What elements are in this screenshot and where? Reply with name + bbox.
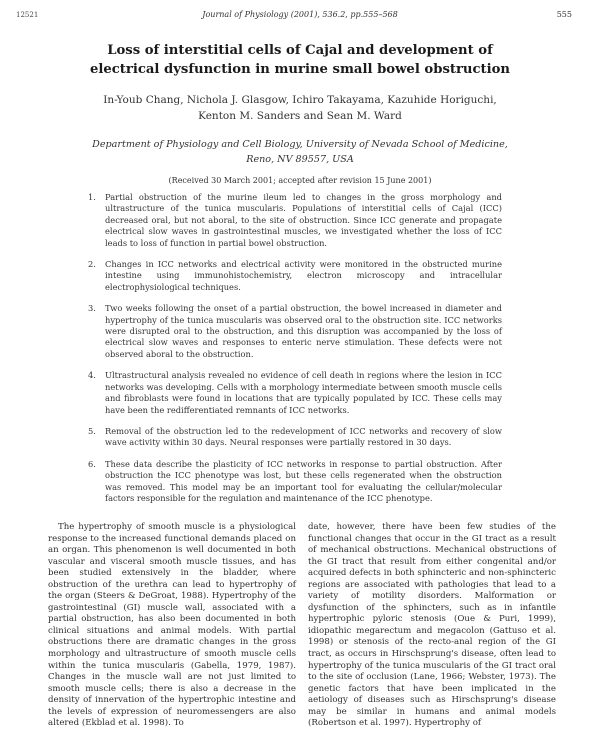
- abstract-item-text: Ultrastructural analysis revealed no evidence of cell death in regions where the lesion in ICC networks was developing. Cells with a morphology intermediate between smooth muscle cells and fibroblasts were found in locations that are typically populated by ICC. These cells may have been the redifferentiated remnants of ICC networks.: [105, 370, 502, 415]
- abstract-item-text: Partial obstruction of the murine ileum led to changes in the gross morphology and ultrastructure of the tunica muscularis. Populations of interstitial cells of Cajal (ICC) decreased oral, but not aboral, to the site of obstruction. Since ICC generate and propagate electrical slow waves in gastrointestinal muscles, we investigated whether the loss of ICC leads to loss of function in partial bowel obstruction.: [105, 192, 502, 248]
- affiliation: [60, 137, 540, 167]
- header-code: 12521: [16, 11, 39, 19]
- abstract-item-text: Removal of the obstruction led to the redevelopment of ICC networks and recovery of slow wave activity within 30 days. Neural responses were partially restored in 30 days.: [105, 425, 502, 448]
- abstract-item: [88, 459, 502, 505]
- abstract-item-number: 1.: [88, 192, 96, 202]
- body-left-column: The hypertrophy of smooth muscle is a physiological response to the increased functional demands placed on an organ. This phenomenon is well documented in both vascular and visceral smooth muscle tissues, and has been studied extensively in the bladder, where obstruction of the urethra can lead to hypertrophy of the organ (Steers & DeGroat, 1988). Hypertrophy of the gastrointestinal (GI) muscle wall, associated with a partial obstruction, has also been documented in both clinical situations and animal models. With partial obstructions there are dramatic changes in the gross morphology and ultrastructure of smooth muscle cells within the tunica muscularis (Gabella, 1979, 1987). Changes in the muscle wall are not just limited to smooth muscle cells; there is also a decrease in the density of innervation of the hypertrophic intestine and the levels of expression of neuromessengers are also altered (Ekblad et al. 1998). To: [48, 522, 296, 729]
- affiliation-line-2: Reno, NV 89557, USA: [246, 154, 354, 165]
- journal-citation: Journal of Physiology (2001), 536.2, pp.555–568: [202, 10, 398, 19]
- abstract-item: [88, 370, 502, 416]
- received-dates: (Received 30 March 2001; accepted after revision 15 June 2001): [168, 176, 432, 185]
- article-title: [40, 41, 560, 79]
- abstract-item-text: Two weeks following the onset of a partial obstruction, the bowel increased in diameter and hypertrophy of the tunica muscularis was observed oral to the obstruction site. ICC networks were disrupted oral to the obstruction, and this disruption was accompanied by the loss of electrical slow waves and responses to enteric nerve stimulation. These defects were not observed aboral to the obstruction.: [105, 303, 502, 359]
- page-number: 555: [556, 10, 572, 19]
- abstract-item: [88, 426, 502, 449]
- abstract-item-number: 4.: [88, 370, 96, 381]
- abstract-item-number: 5.: [88, 425, 96, 436]
- abstract-item: [88, 259, 502, 293]
- abstract-item: [88, 303, 502, 360]
- affiliation-line-1: Department of Physiology and Cell Biology, University of Nevada School of Medicine,: [92, 139, 508, 150]
- title-line-1: Loss of interstitial cells of Cajal and development of: [107, 43, 493, 58]
- abstract-item-text: Changes in ICC networks and electrical activity were monitored in the obstructed murine intestine using immunohistochemistry, electron microscopy and intracellular electrophysiological techniques.: [105, 259, 502, 292]
- abstract-item: [88, 192, 502, 249]
- abstract-list: [88, 192, 502, 514]
- author-list: [60, 92, 540, 124]
- abstract-item-number: 6.: [88, 458, 96, 469]
- abstract-item-number: 3.: [88, 303, 96, 314]
- authors-line-1: In-Youb Chang, Nichola J. Glasgow, Ichiro Takayama, Kazuhide Horiguchi,: [103, 94, 497, 106]
- body-right-column: date, however, there have been few studies of the functional changes that occur in the GI tract as a result of mechanical obstructions. Mechanical obstructions of the GI tract that result from either congenital and/or acquired defects in both sphincteric and non-sphincteric regions are associated with pathologies that lead to a variety of motility disorders. Malformation or dysfunction of the sphincters, such as in infantile hypertrophic pyloric stenosis (Oue & Puri, 1999), idiopathic megarectum and megacolon (Gattuso et al. 1998) or stenosis of the recto-anal region of the GI tract, as occurs in Hirschsprung's disease, often lead to hypertrophy of the tunica muscularis of the GI tract oral to the site of occlusion (Lane, 1966; Webster, 1973). The genetic factors that have been implicated in the aetiology of diseases such as Hirschsprung's disease may be similar in humans and animal models (Robertson et al. 1997). Hypertrophy of: [308, 522, 556, 729]
- authors-line-2: Kenton M. Sanders and Sean M. Ward: [198, 110, 402, 122]
- abstract-item-text: These data describe the plasticity of ICC networks in response to partial obstruction. After obstruction the ICC phenotype was lost, but these cells regenerated when the obstruction was removed. This model may be an important tool for evaluating the cellular/molecular factors responsible for the regulation and maintenance of the ICC phenotype.: [105, 458, 502, 503]
- title-line-2: electrical dysfunction in murine small bowel obstruction: [89, 62, 511, 77]
- abstract-item-number: 2.: [88, 259, 96, 270]
